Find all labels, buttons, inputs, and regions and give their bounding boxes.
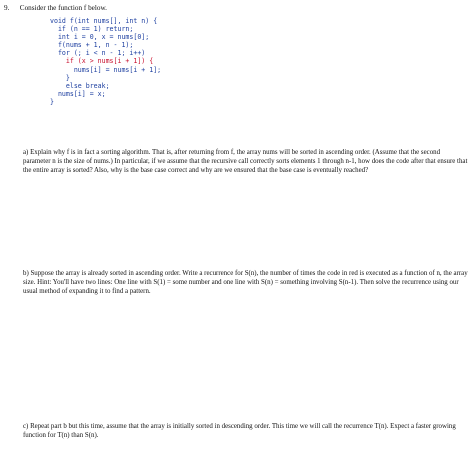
code-line: }: [50, 73, 70, 82]
code-line: }: [50, 97, 54, 106]
code-line: int i = 0, x = nums[0];: [50, 33, 150, 42]
code-line: nums[i] = nums[i + 1];: [50, 65, 162, 74]
code-line: for (; i < n - 1; i++): [50, 49, 146, 58]
part-a-text: a) Explain why f is in fact a sorting algorithm. That is, after returning from f, the array nums will be sorted in ascending order. (Assume that the second parameter n is the size of nums.) In particular, if we assume that the recursive call correctly sorts elements 1 through n-1, how does the code after that ensure that the entire array is sorted? Also, why is the base case correct and why are we ensured that the base case is eventually reached?: [23, 149, 468, 175]
code-line: if (n == 1) return;: [50, 25, 134, 34]
code-line: void f(int nums[], int n) {: [50, 17, 158, 25]
code-block: [50, 17, 161, 106]
part-b-text: b) Suppose the array is already sorted in ascending order. Write a recurrence for S(n), the number of times the code in red is executed as a function of n, the array size. Hint: You'll have two lines: One line with S(1) = some number and one line with S(n) = something involving S(n-1). Then solve the recurrence using our usual method of expanding it to find a pattern.: [23, 270, 468, 296]
question-number: 9.: [4, 4, 10, 12]
question-header: [4, 4, 107, 12]
code-line: else break;: [50, 81, 110, 90]
code-line: if (x > nums[i + 1]) {: [50, 57, 154, 66]
code-line: f(nums + 1, n - 1);: [50, 41, 134, 50]
part-c-text: c) Repeat part b but this time, assume that the array is initially sorted in descending order. This time we will call the recurrence T(n). Expect a faster growing function for T(n) than S(n).: [23, 423, 456, 440]
question-intro: Consider the function f below.: [19, 4, 107, 12]
code-line: nums[i] = x;: [50, 89, 106, 98]
